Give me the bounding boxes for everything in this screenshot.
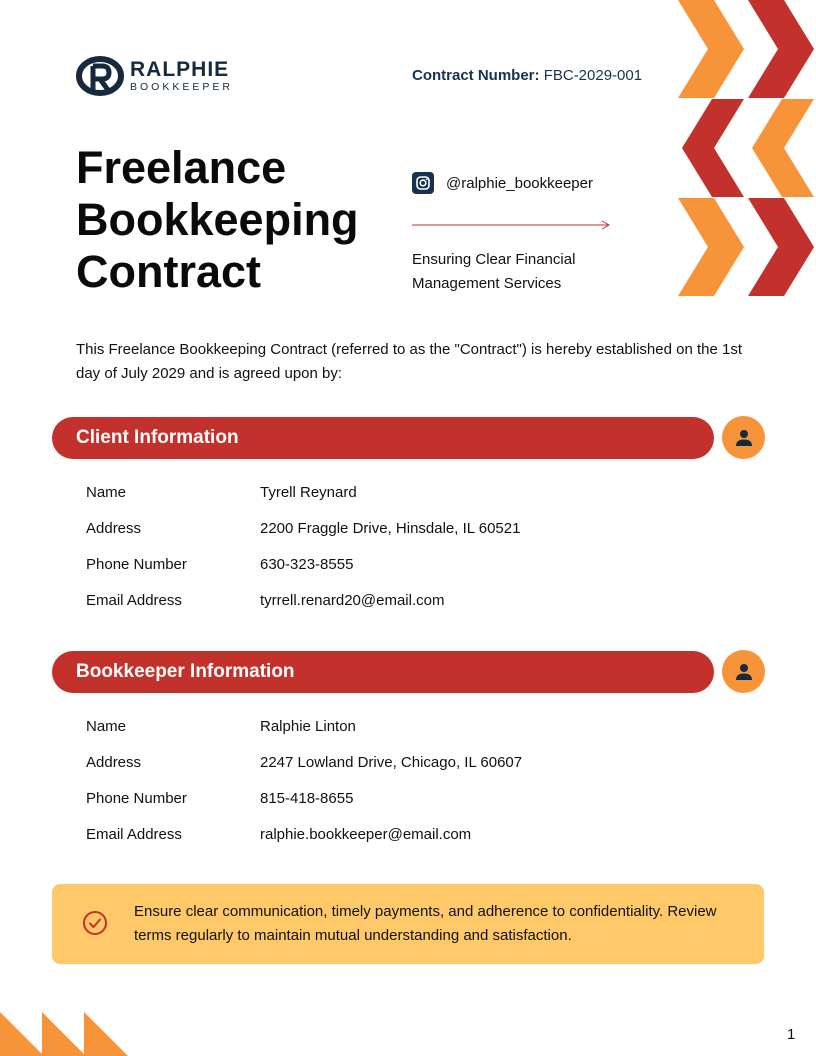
intro-paragraph: This Freelance Bookkeeping Contract (referred to as the "Contract") is hereby established on the 1st day of July 2029 and is agreed upon by: <box>76 341 742 382</box>
arrow-right-line <box>412 219 612 231</box>
triangle-orange-2 <box>42 1012 86 1056</box>
page-number: 1 <box>787 1026 796 1043</box>
check-circle-icon <box>82 910 108 936</box>
field-value: 2247 Lowland Drive, Chicago, IL 60607 <box>260 753 523 771</box>
bookkeeper-section-header: Bookkeeper Information <box>52 651 714 693</box>
bookkeeper-row-phone <box>86 780 686 816</box>
client-row-address <box>86 510 686 546</box>
social-handle-text: @ralphie_bookkeeper <box>446 174 593 192</box>
page-title: Freelance Bookkeeping Contract <box>76 142 359 297</box>
brand-name: RALPHIE <box>130 58 230 82</box>
contract-number-label: Contract Number: <box>412 67 540 84</box>
field-value: tyrrell.renard20@email.com <box>260 591 445 609</box>
field-label: Email Address <box>86 825 182 843</box>
chevron-red-3 <box>748 198 814 296</box>
field-label: Phone Number <box>86 789 187 807</box>
person-icon <box>722 650 765 693</box>
field-label: Address <box>86 753 142 771</box>
contract-number-value: FBC-2029-001 <box>543 67 643 84</box>
field-label: Address <box>86 519 142 537</box>
field-label: Email Address <box>86 591 182 609</box>
chevron-orange-3 <box>678 198 744 296</box>
client-row-phone <box>86 546 686 582</box>
decorative-chevrons <box>676 0 816 300</box>
social-handle[interactable] <box>412 172 593 194</box>
bookkeeper-row-address <box>86 744 686 780</box>
field-label: Phone Number <box>86 555 187 573</box>
instagram-icon <box>412 172 434 194</box>
chevron-orange-1 <box>678 0 744 98</box>
brand-subtitle: BOOKKEEPER <box>130 81 233 94</box>
tagline: Ensuring Clear Financial Management Services <box>412 251 576 292</box>
client-row-email <box>86 582 686 618</box>
note-callout <box>52 884 764 964</box>
field-value: 2200 Fraggle Drive, Hinsdale, IL 60521 <box>260 519 521 537</box>
chevron-red-2 <box>682 99 744 197</box>
field-value: 815-418-8655 <box>260 789 354 807</box>
chevron-orange-2 <box>752 99 814 197</box>
field-value: Tyrell Reynard <box>260 483 357 501</box>
bookkeeper-row-name <box>86 708 686 744</box>
field-value: 630-323-8555 <box>260 555 354 573</box>
bookkeeper-info-table <box>86 708 686 852</box>
person-icon <box>722 416 765 459</box>
chevron-red-1 <box>748 0 814 98</box>
field-value: ralphie.bookkeeper@email.com <box>260 825 472 843</box>
field-label: Name <box>86 717 127 735</box>
field-label: Name <box>86 483 127 501</box>
decorative-triangles <box>0 1012 130 1056</box>
field-value: Ralphie Linton <box>260 717 356 735</box>
r-monogram-logo <box>76 56 124 96</box>
client-row-name <box>86 474 686 510</box>
client-info-table <box>86 474 686 618</box>
triangle-orange-1 <box>0 1012 44 1056</box>
triangle-orange-3 <box>84 1012 128 1056</box>
contract-number <box>412 67 642 84</box>
bookkeeper-row-email <box>86 816 686 852</box>
client-section-header: Client Information <box>52 417 714 459</box>
note-text: Ensure clear communication, timely payments, and adherence to confidentiality. Review terms regularly to maintain mutual understanding and satisfaction. <box>134 903 717 944</box>
brand-logo <box>76 56 233 96</box>
